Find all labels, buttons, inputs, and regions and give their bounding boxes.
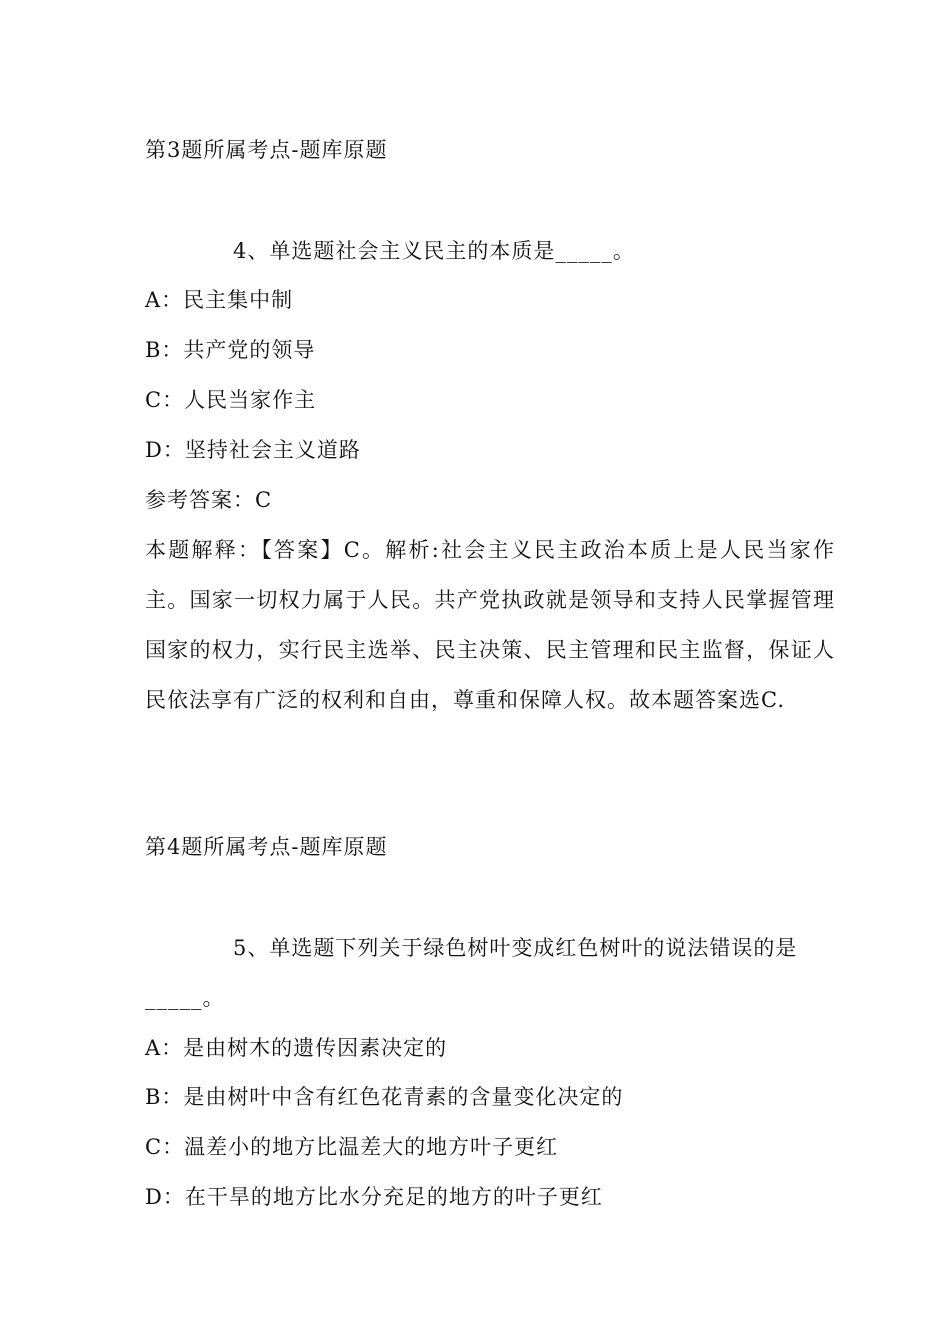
q4-knowledge-point: 第4题所属考点-题库原题 <box>145 835 388 859</box>
q3-knowledge-point: 第3题所属考点-题库原题 <box>145 138 388 162</box>
q5-option-d: D：在干旱的地方比水分充足的地方的叶子更红 <box>145 1185 603 1209</box>
q4-option-c: C：人民当家作主 <box>145 388 317 412</box>
q4-option-d: D：坚持社会主义道路 <box>145 438 361 462</box>
q5-option-b: B：是由树叶中含有红色花青素的含量变化决定的 <box>145 1085 624 1109</box>
q5-stem-line1: 5、单选题下列关于绿色树叶变成红色树叶的说法错误的是 <box>233 936 798 960</box>
q4-explanation: 本题解释：【答案】C。解析:社会主义民主政治本质上是人民当家作主。国家一切权力属于人民。共产党执政就是领导和支持人民掌握管理国家的权力，实行民主选举、民主决策、民主管理和民主监督，保证人民依法享有广泛的权利和自由，尊重和保障人权。故本题答案选C. <box>145 538 835 712</box>
q4-option-b: B：共产党的领导 <box>145 338 316 362</box>
q4-stem: 4、单选题社会主义民主的本质是_____。 <box>233 239 635 263</box>
q5-stem-line2: _____。 <box>145 986 225 1010</box>
q4-option-a: A：民主集中制 <box>145 288 294 312</box>
q4-answer: 参考答案：C <box>145 488 273 512</box>
q5-option-c: C：温差小的地方比温差大的地方叶子更红 <box>145 1135 559 1159</box>
q5-option-a: A：是由树木的遗传因素决定的 <box>145 1036 448 1060</box>
